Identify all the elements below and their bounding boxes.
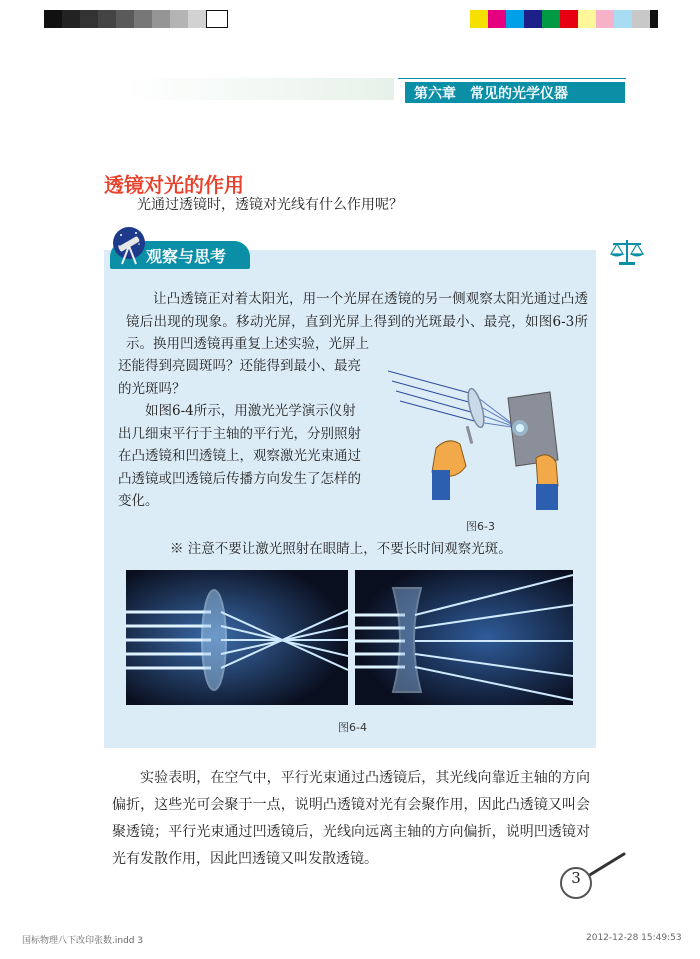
- figure-6-4-caption: 图6-4: [338, 721, 367, 734]
- balance-scale-icon: [607, 238, 647, 272]
- section-title: 透镜对光的作用: [104, 173, 244, 197]
- observe-paragraph-1: 让凸透镜正对着太阳光，用一个光屏在透镜的另一侧观察太阳光通过凸透镜后出现的现象。移动光屏，直到光屏上得到的光斑最小、最亮，如图6-3所示。换用凹透镜再重复上述实验，光屏上: [126, 291, 588, 352]
- figure-6-3-illustration: [388, 366, 588, 520]
- figure-6-3-caption: 图6-3: [466, 520, 495, 533]
- concave-lens-photo: [355, 570, 573, 705]
- chapter-header-rule: [398, 78, 626, 79]
- safety-note: ※ 注意不要让激光照射在眼睛上，不要长时间观察光斑。: [170, 541, 512, 557]
- intro-question: 光通过透镜时，透镜对光线有什么作用呢？: [137, 197, 403, 213]
- chapter-title: 第六章 常见的光学仪器: [414, 86, 568, 102]
- footer-file-info: 国标物理八下改印张数.indd 3: [22, 936, 144, 946]
- page-number: 3: [571, 869, 581, 887]
- observe-think-title: 观察与思考: [146, 247, 227, 266]
- conclusion-paragraph: 实验表明，在空气中，平行光束通过凸透镜后，其光线向靠近主轴的方向偏折，这些光可会聚于一点，说明凸透镜对光有会聚作用，因此凸透镜又叫会聚透镜；平行光束通过凹透镜后，光线向远离主轴的方向偏折，说明凹透镜对光有发散作用，因此凹透镜又叫发散透镜。: [112, 770, 590, 867]
- observe-paragraph-2: 如图6-4所示，用激光光学演示仪射出几细束平行于主轴的平行光，分别照射在凸透镜和凹透镜上，观察激光光束通过凸透镜或凹透镜后传播方向发生了怎样的变化。: [118, 403, 361, 509]
- footer-timestamp: 2012-12-28 15:49:53: [586, 933, 682, 943]
- telescope-icon: [112, 226, 146, 270]
- convex-lens-photo: [126, 570, 348, 705]
- observe-paragraph-1-cont: 还能得到亮圆斑吗？还能得到最小、最亮的光斑吗？: [118, 358, 361, 397]
- chapter-header-fade: [124, 78, 394, 100]
